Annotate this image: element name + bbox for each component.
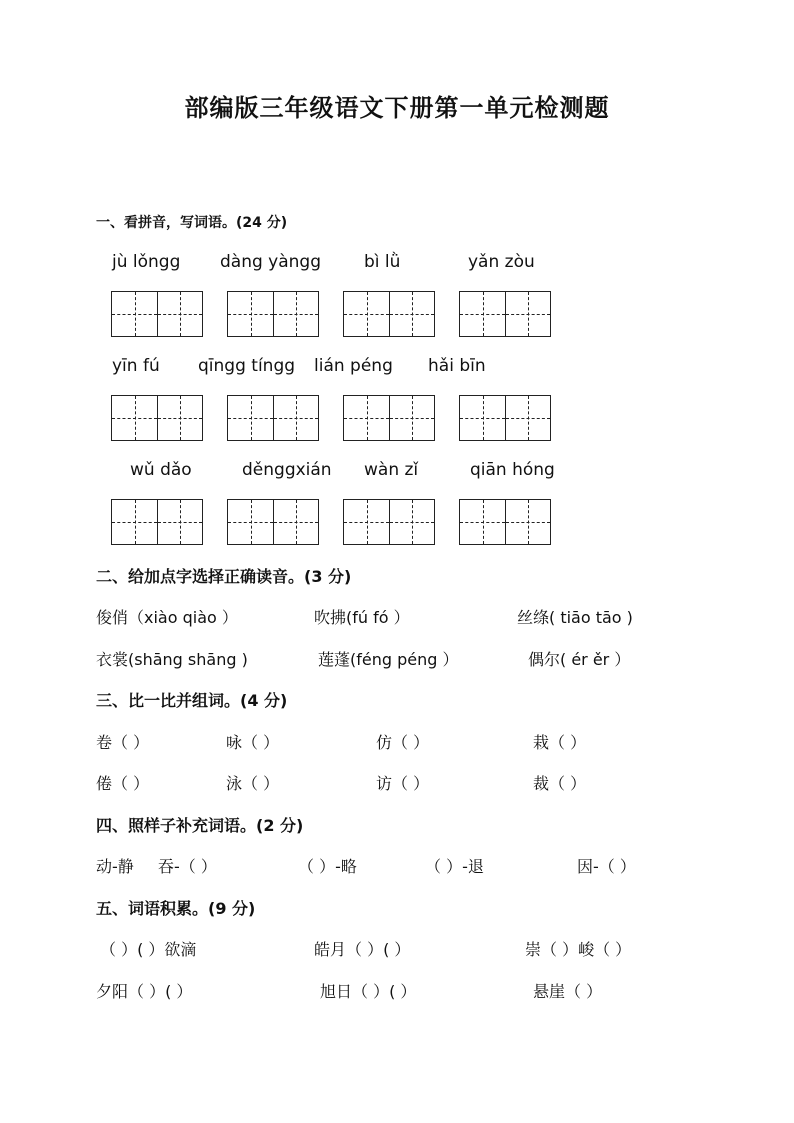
section-1-heading: 一、看拼音，写词语。(24 分)	[96, 215, 288, 231]
writing-grid[interactable]	[343, 395, 435, 441]
compare-item: 泳（ ）	[226, 774, 280, 793]
writing-grid[interactable]	[227, 291, 319, 337]
idiom-item: 旭日（ ）( ）	[320, 982, 417, 1001]
idiom-item: 夕阳（ ）( ）	[96, 982, 193, 1001]
pinyin-1-1: jù lǒngg	[112, 252, 181, 272]
reading-item: 偶尔( ér ěr ）	[528, 650, 631, 669]
section-5-heading: 五、词语积累。(9 分)	[96, 899, 256, 918]
writing-grid[interactable]	[459, 395, 551, 441]
pinyin-3-4: qiān hóng	[470, 460, 555, 480]
antonym-item: （ ）-退	[425, 857, 484, 876]
writing-grid[interactable]	[459, 499, 551, 545]
section-3-heading: 三、比一比并组词。(4 分)	[96, 691, 288, 710]
compare-item: 栽（ ）	[533, 733, 587, 752]
pinyin-2-4: hǎi bīn	[428, 356, 486, 376]
pinyin-2-2: qīngg tíngg	[198, 356, 296, 376]
reading-item: 莲蓬(féng péng ）	[318, 650, 459, 669]
idiom-item: （ ）( ）欲滴	[100, 940, 197, 959]
pinyin-1-2: dàng yàngg	[220, 252, 322, 272]
writing-grid[interactable]	[227, 395, 319, 441]
compare-item: 仿（ ）	[376, 733, 430, 752]
reading-item: 丝绦( tiāo tāo )	[517, 608, 633, 627]
writing-grid[interactable]	[111, 499, 203, 545]
idiom-item: 崇（ ）峻（ ）	[525, 940, 632, 959]
section-4-heading: 四、照样子补充词语。(2 分)	[96, 816, 304, 835]
antonym-item: 吞-（ ）	[158, 857, 217, 876]
writing-grid[interactable]	[459, 291, 551, 337]
page-title: 部编版三年级语文下册第一单元检测题	[184, 94, 610, 122]
pinyin-2-1: yīn fú	[112, 356, 160, 376]
compare-item: 访（ ）	[376, 774, 430, 793]
pinyin-1-4: yǎn zòu	[468, 252, 535, 272]
writing-grid[interactable]	[227, 499, 319, 545]
writing-grid[interactable]	[111, 395, 203, 441]
compare-item: 倦（ ）	[96, 774, 150, 793]
pinyin-1-3: bì lǜ	[364, 252, 401, 272]
writing-grid[interactable]	[343, 499, 435, 545]
writing-grid[interactable]	[343, 291, 435, 337]
idiom-item: 悬崖（ ）	[533, 982, 603, 1001]
antonym-item: （ ）-略	[298, 857, 357, 876]
compare-item: 咏（ ）	[226, 733, 280, 752]
pinyin-3-3: wàn zǐ	[364, 460, 419, 480]
antonym-example: 动-静	[96, 857, 134, 876]
reading-item: 衣裳(shāng shāng )	[96, 650, 248, 669]
reading-item: 俊俏（xiào qiào ）	[96, 608, 238, 627]
idiom-item: 皓月（ ）( ）	[314, 940, 411, 959]
section-2-heading: 二、给加点字选择正确读音。(3 分)	[96, 567, 352, 586]
reading-item: 吹拂(fú fó ）	[314, 608, 410, 627]
writing-grid[interactable]	[111, 291, 203, 337]
compare-item: 裁（ ）	[533, 774, 587, 793]
pinyin-2-3: lián péng	[314, 356, 393, 376]
pinyin-3-1: wǔ dǎo	[130, 460, 192, 480]
pinyin-3-2: děnggxián	[242, 460, 332, 480]
compare-item: 卷（ ）	[96, 733, 150, 752]
antonym-item: 因-（ ）	[577, 857, 636, 876]
